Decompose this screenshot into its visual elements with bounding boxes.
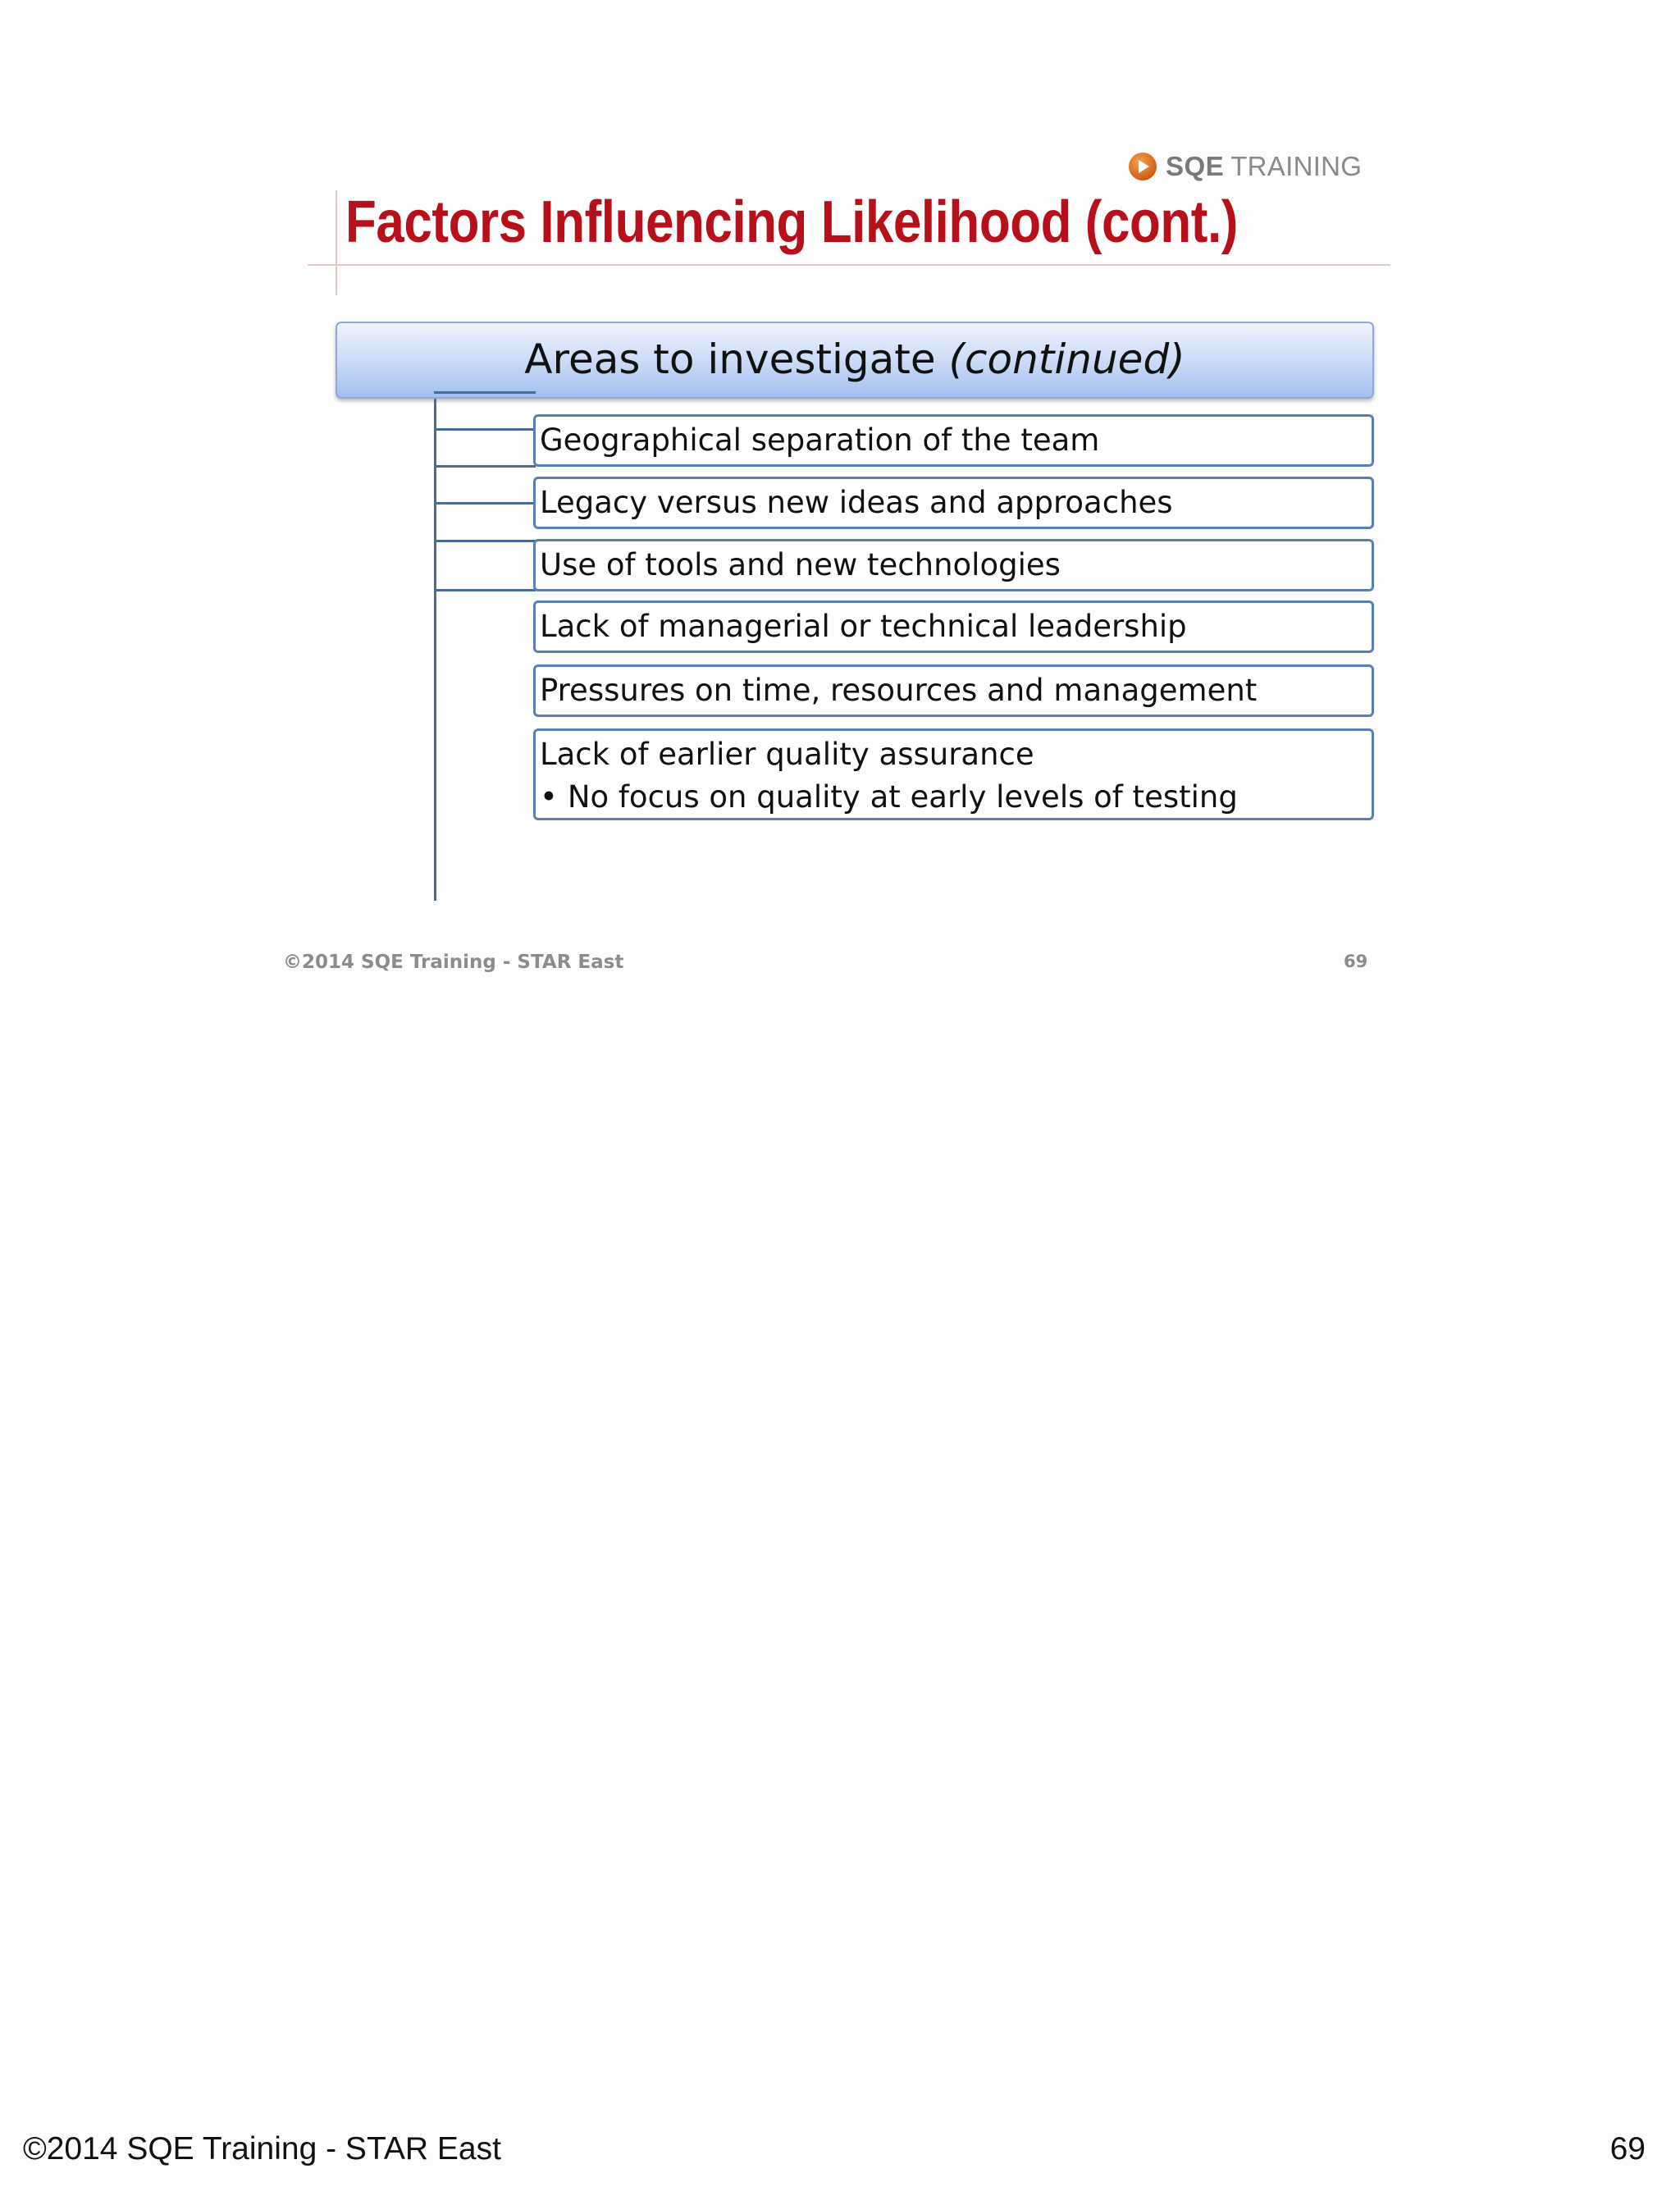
connector-branch — [434, 465, 536, 468]
logo-training-text: TRAINING — [1230, 151, 1363, 181]
sub-bullet-text: No focus on quality at early levels of testing — [567, 779, 1238, 815]
connector-branch — [434, 428, 536, 431]
logo-sqe-text: SQE — [1166, 151, 1225, 181]
sqe-training-logo — [1128, 146, 1362, 187]
slide — [283, 131, 1399, 993]
connector-branch — [434, 589, 536, 591]
page-number: 69 — [1609, 2131, 1646, 2166]
areas-header-italic: (continued) — [948, 336, 1185, 383]
play-circle-icon — [1128, 152, 1157, 181]
connector-branch — [434, 540, 536, 542]
slide-title: Factors Influencing Likelihood (cont.) — [345, 189, 1238, 255]
list-item: Legacy versus new ideas and approaches — [533, 477, 1374, 529]
areas-header-box — [336, 322, 1374, 399]
slide-page-number: 69 — [1344, 952, 1368, 971]
list-item: Geographical separation of the team — [533, 414, 1374, 467]
list-item: Pressures on time, resources and management — [533, 664, 1374, 717]
connector-branch — [434, 502, 536, 505]
list-item: Use of tools and new technologies — [533, 539, 1374, 591]
bullet-glyph: • — [540, 779, 558, 815]
list-item-with-subpoint — [533, 728, 1374, 820]
areas-header-text: Areas to investigate — [524, 336, 936, 383]
list-item-text: Lack of earlier quality assurance — [540, 737, 1034, 772]
page-copyright: ©2014 SQE Training - STAR East — [23, 2131, 501, 2166]
connector-trunk — [434, 399, 436, 901]
list-item: Lack of managerial or technical leadership — [533, 600, 1374, 653]
sub-bullet-line — [540, 776, 1372, 819]
connector-branch — [434, 391, 536, 394]
title-vertical-rule — [336, 190, 337, 295]
slide-copyright: ©2014 SQE Training - STAR East — [283, 952, 624, 973]
title-horizontal-rule — [308, 264, 1390, 266]
